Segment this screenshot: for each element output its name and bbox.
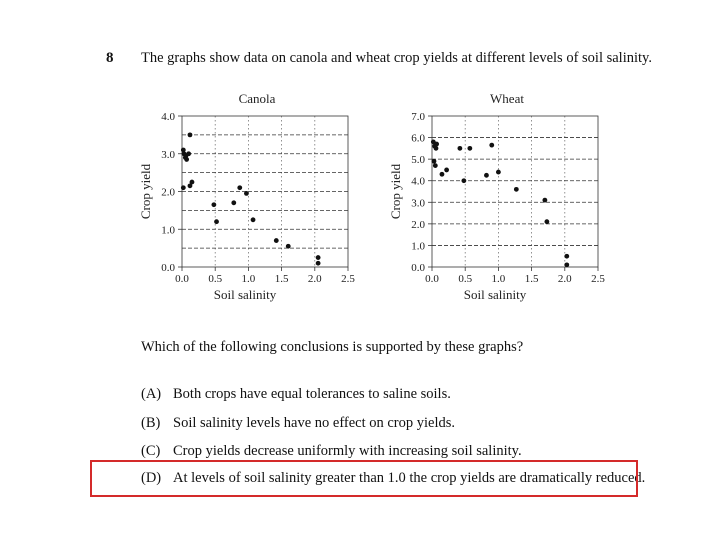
canola-data-point [214,219,219,224]
wheat-x-tick-label: 0.0 [425,273,439,285]
wheat-plot-frame [432,116,598,267]
canola-x-axis-label: Soil salinity [213,287,277,302]
wheat-y-tick-label: 1.0 [411,240,425,253]
wheat-data-point [564,262,569,267]
option-a-letter: (A) [141,386,162,402]
option-a[interactable] [141,386,451,403]
wheat-y-tick-label: 3.0 [411,197,425,210]
option-c-letter: (C) [141,443,161,459]
canola-data-point [184,157,189,162]
wheat-y-tick-label: 0.0 [411,262,425,274]
canola-chart [128,88,368,313]
canola-x-tick-label: 1.0 [241,273,256,285]
wheat-data-point [544,219,549,224]
wheat-x-tick-label: 0.5 [458,273,473,285]
canola-x-tick-label: 0.0 [175,273,189,285]
canola-y-tick-label: 4.0 [161,111,175,123]
canola-data-point [237,185,242,190]
wheat-data-point [434,142,439,147]
canola-data-point [244,191,249,196]
option-b[interactable] [141,415,455,432]
canola-data-point [188,183,193,188]
wheat-y-tick-label: 2.0 [411,218,425,231]
option-a-text: Both crops have equal tolerances to saline soils. [173,386,451,402]
wheat-data-point [496,170,501,175]
canola-data-point [316,261,321,266]
option-c-text: Crop yields decrease uniformly with increasing soil salinity. [173,443,522,459]
question-stem: The graphs show data on canola and wheat crop yields at different levels of soil salinity. [141,50,652,66]
wheat-data-point [434,146,439,151]
wheat-data-point [564,254,569,259]
wheat-x-tick-label: 2.5 [591,273,605,285]
wheat-data-point [457,146,462,151]
canola-title: Canola [238,91,276,106]
wheat-data-point [467,146,472,151]
canola-x-tick-label: 2.5 [341,273,355,285]
canola-data-point [231,200,236,205]
canola-y-axis-label: Crop yield [138,163,153,220]
wheat-x-axis-label: Soil salinity [463,287,527,302]
canola-data-point [181,185,186,190]
wheat-x-tick-label: 1.5 [524,273,539,285]
canola-y-tick-label: 0.0 [161,262,175,274]
wheat-chart [378,88,618,313]
option-d-text: At levels of soil salinity greater than 1.0 the crop yields are dramatically reduced. [173,470,646,486]
canola-data-point [211,202,216,207]
wheat-x-tick-label: 1.0 [491,273,506,285]
canola-data-point [188,132,193,137]
canola-y-tick-label: 1.0 [161,224,175,237]
wheat-y-axis-label: Crop yield [388,163,403,220]
canola-data-point [186,151,191,156]
wheat-data-point [542,198,547,203]
wheat-y-tick-label: 6.0 [411,132,425,145]
option-d-letter: (D) [141,470,162,486]
canola-x-tick-label: 2.0 [307,273,322,285]
canola-data-point [251,217,256,222]
wheat-data-point [440,172,445,177]
question-number: 8 [106,50,114,66]
wheat-y-tick-label: 7.0 [411,111,425,123]
wheat-y-tick-label: 5.0 [411,154,425,167]
answer-highlight-box [90,460,638,497]
wheat-data-point [514,187,519,192]
question-prompt: Which of the following conclusions is supported by these graphs? [141,339,524,355]
wheat-x-tick-label: 2.0 [557,273,572,285]
option-c[interactable] [141,443,522,460]
wheat-data-point [433,163,438,168]
option-b-text: Soil salinity levels have no effect on crop yields. [173,415,456,431]
wheat-data-point [444,168,449,173]
wheat-data-point [489,143,494,148]
canola-y-tick-label: 2.0 [161,186,175,199]
option-b-letter: (B) [141,415,161,431]
wheat-title: Wheat [490,91,524,106]
canola-y-tick-label: 3.0 [161,148,175,161]
wheat-data-point [432,159,437,164]
canola-data-point [286,244,291,249]
wheat-y-tick-label: 4.0 [411,175,425,188]
canola-data-point [274,238,279,243]
canola-data-point [316,255,321,260]
wheat-data-point [461,178,466,183]
canola-x-tick-label: 1.5 [274,273,289,285]
canola-x-tick-label: 0.5 [208,273,223,285]
wheat-data-point [484,173,489,178]
